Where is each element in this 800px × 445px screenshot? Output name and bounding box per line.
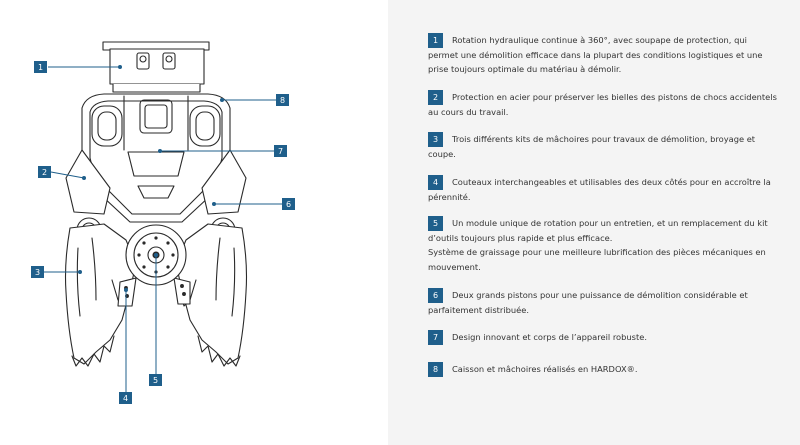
right-blade xyxy=(174,278,190,304)
feature-text: Design innovant et corps de l’appareil robuste. xyxy=(452,332,647,342)
feature-text: Caisson et mâchoires réalisés en HARDOX®. xyxy=(452,364,638,374)
feature-text: Trois différents kits de mâchoires pour travaux de démolition, broyage et coupe. xyxy=(428,134,756,159)
callout-label-8: 8 xyxy=(279,96,286,105)
feature-number-badge: 1 xyxy=(428,33,443,48)
feature-item-4 xyxy=(428,175,778,204)
feature-text: Protection en acier pour préserver les bielles des pistons de chocs accidentels au cours du travail. xyxy=(428,92,777,117)
feature-item-2 xyxy=(428,90,778,119)
callout-label-2: 2 xyxy=(41,168,48,177)
callout-label-3: 3 xyxy=(34,268,41,277)
feature-number-badge: 6 xyxy=(428,288,443,303)
callout-label-5: 5 xyxy=(152,376,159,385)
feature-number-badge: 2 xyxy=(428,90,443,105)
callout-label-1: 1 xyxy=(37,63,44,72)
feature-item-7 xyxy=(428,330,778,345)
feature-number-badge: 7 xyxy=(428,330,443,345)
feature-number-badge: 8 xyxy=(428,362,443,377)
demolition-tool-drawing xyxy=(0,0,388,445)
feature-text: Deux grands pistons pour une puissance de démolition considérable et parfaitement distribuée. xyxy=(428,290,748,315)
feature-number-badge: 5 xyxy=(428,216,443,231)
diagram-panel xyxy=(0,0,388,445)
feature-text: Rotation hydraulique continue à 360°, avec soupape de protection, qui permet une démolition efficace dans la plupart des conditions logistiques et une prise toujours optimale du matériau à démolir. xyxy=(428,35,763,74)
feature-item-8 xyxy=(428,362,778,377)
feature-text: Un module unique de rotation pour un entretien, et un remplacement du kit d’outils toujours plus rapide et plus efficace. xyxy=(428,218,768,243)
features-panel xyxy=(388,0,800,445)
callout-label-4: 4 xyxy=(122,394,129,403)
feature-text: Couteaux interchangeables et utilisables des deux côtés pour en accroître la pérennité. xyxy=(428,177,771,202)
rotation-housing xyxy=(110,49,204,84)
feature-number-badge: 3 xyxy=(428,132,443,147)
callout-label-7: 7 xyxy=(277,147,284,156)
left-blade xyxy=(118,278,136,306)
feature-item-1 xyxy=(428,33,778,77)
feature-text-continued: Système de graissage pour une meilleure lubrification des pièces mécaniques en mouvement. xyxy=(428,247,766,272)
feature-item-5 xyxy=(428,216,778,274)
callout-label-6: 6 xyxy=(285,200,292,209)
feature-item-3 xyxy=(428,132,778,161)
feature-number-badge: 4 xyxy=(428,175,443,190)
feature-item-6 xyxy=(428,288,778,317)
